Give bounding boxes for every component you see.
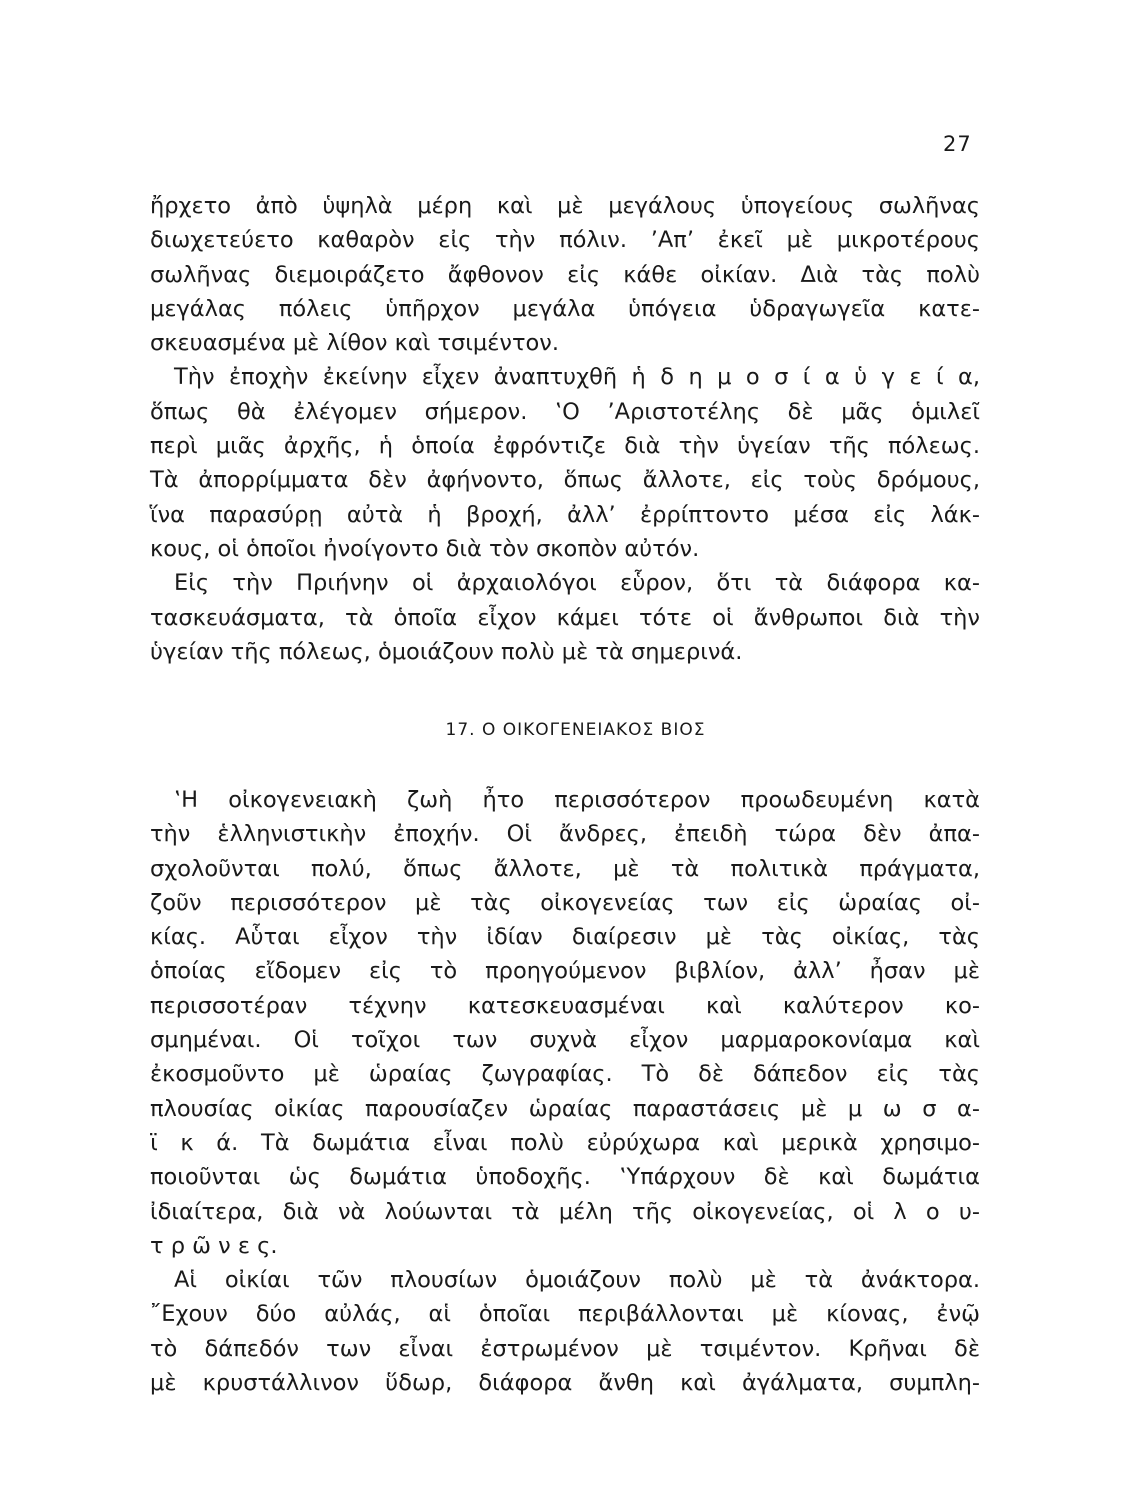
text-line: ῎Εχουν δύο αὐλάς, αἱ ὁποῖαι περιβάλλονται μὲ κίονας, ἐνῷ [150,1301,980,1328]
page-number: 27 [943,132,972,156]
text-line: ὑγείαν τῆς πόλεως, ὁμοιάζουν πολὺ μὲ τὰ σημερινά. [150,638,743,665]
text-line: κους, οἱ ὁποῖοι ἠνοίγοντο διὰ τὸν σκοπὸν αὐτόν. [150,535,700,562]
text-line: τασκευάσματα, τὰ ὁποῖα εἶχον κάμει τότε οἱ ἄνθρωποι διὰ τὴν [150,604,980,631]
text-line: ‛Η οἰκογενειακὴ ζωὴ ἦτο περισσότερον προωδευμένη κατὰ [174,787,980,813]
text-line: τὴν ἑλληνιστικὴν ἐποχήν. Οἱ ἄνδρες, ἐπειδὴ τώρα δὲν ἀπα- [150,821,980,848]
text-line: σωλῆνας διεμοιράζετο ἄφθονον εἰς κάθε οἰκίαν. Διὰ τὰς πολὺ [150,261,980,288]
text-line: τὸ δάπεδόν των εἶναι ἐστρωμένον μὲ τσιμέντον. Κρῆναι δὲ [150,1335,980,1362]
text-line: Αἱ οἰκίαι τῶν πλουσίων ὁμοιάζουν πολὺ μὲ τὰ ἀνάκτορα. [174,1267,980,1294]
text-line: σχολοῦνται πολύ, ὅπως ἄλλοτε, μὲ τὰ πολιτικὰ πράγματα, [150,855,980,882]
text-line: μεγάλας πόλεις ὑπῆρχον μεγάλα ὑπόγεια ὑδραγωγεῖα κατε- [150,295,980,322]
text-line: ἐκοσμοῦντο μὲ ὡραίας ζωγραφίας. Τὸ δὲ δάπεδον εἰς τὰς [150,1061,980,1088]
text-line: ὁποίας εἴδομεν εἰς τὸ προηγούμενον βιβλίον, ἀλλ’ ἦσαν μὲ [150,958,980,985]
text-line: διωχετεύετο καθαρὸν εἰς τὴν πόλιν. ’Απ’ ἐκεῖ μὲ μικροτέρους [150,227,980,254]
text-line: Τὰ ἀπορρίμματα δὲν ἀφήνοντο, ὅπως ἄλλοτε, εἰς τοὺς δρόμους, [150,467,980,494]
text-block-lower [150,783,980,1400]
text-line: Εἰς τὴν Πριήνην οἱ ἀρχαιολόγοι εὗρον, ὅτι τὰ διάφορα κα- [174,570,980,597]
text-line: μὲ κρυστάλλινον ὕδωρ, διάφορα ἄνθη καὶ ἀγάλματα, συμπλη- [150,1370,980,1397]
text-line: ἤρχετο ἀπὸ ὑψηλὰ μέρη καὶ μὲ μεγάλους ὑπογείους σωλῆνας [150,193,980,219]
text-line: ζοῦν περισσότερον μὲ τὰς οἰκογενείας των εἰς ὡραίας οἰ- [150,889,980,916]
text-line: ὅπως θὰ ἐλέγομεν σήμερον. ‛Ο ’Αριστοτέλης δὲ μᾶς ὁμιλεῖ [150,398,980,425]
text-line: σκευασμένα μὲ λίθον καὶ τσιμέντον. [150,330,559,357]
text-line: περὶ μιᾶς ἀρχῆς, ἡ ὁποία ἐφρόντιζε διὰ τὴν ὑγείαν τῆς πόλεως. [150,433,980,460]
text-line: ποιοῦνται ὡς δωμάτια ὑποδοχῆς. ‛Υπάρχουν δὲ καὶ δωμάτια [150,1164,980,1191]
text-line: περισσοτέραν τέχνην κατεσκευασμέναι καὶ καλύτερον κο- [150,992,980,1019]
text-line: ἵνα παρασύρῃ αὐτὰ ἡ βροχή, ἀλλ’ ἐρρίπτοντο μέσα εἰς λάκ- [150,501,980,528]
section-heading: 17. Ο ΟΙΚΟΓΕΝΕΙΑΚΟΣ ΒΙΟΣ [445,720,706,740]
text-line: τ ρ ῶ ν ε ς. [150,1232,278,1259]
text-line: κίας. Αὗται εἶχον τὴν ἰδίαν διαίρεσιν μὲ τὰς οἰκίας, τὰς [150,924,980,951]
text-line: πλουσίας οἰκίας παρουσίαζεν ὡραίας παραστάσεις μὲ μ ω σ α- [150,1095,980,1122]
text-block-upper [150,189,980,669]
text-line: ϊ κ ά. Τὰ δωμάτια εἶναι πολὺ εὐρύχωρα καὶ μερικὰ χρησιμο- [150,1129,980,1156]
text-line: ἰδιαίτερα, διὰ νὰ λούωνται τὰ μέλη τῆς οἰκογενείας, οἱ λ ο υ- [150,1198,980,1225]
text-line: Τὴν ἐποχὴν ἐκείνην εἶχεν ἀναπτυχθῆ ἡ δ η μ ο σ ί α ὑ γ ε ί α, [174,364,980,391]
text-line: σμημέναι. Οἱ τοῖχοι των συχνὰ εἶχον μαρμαροκονίαμα καὶ [150,1027,980,1054]
